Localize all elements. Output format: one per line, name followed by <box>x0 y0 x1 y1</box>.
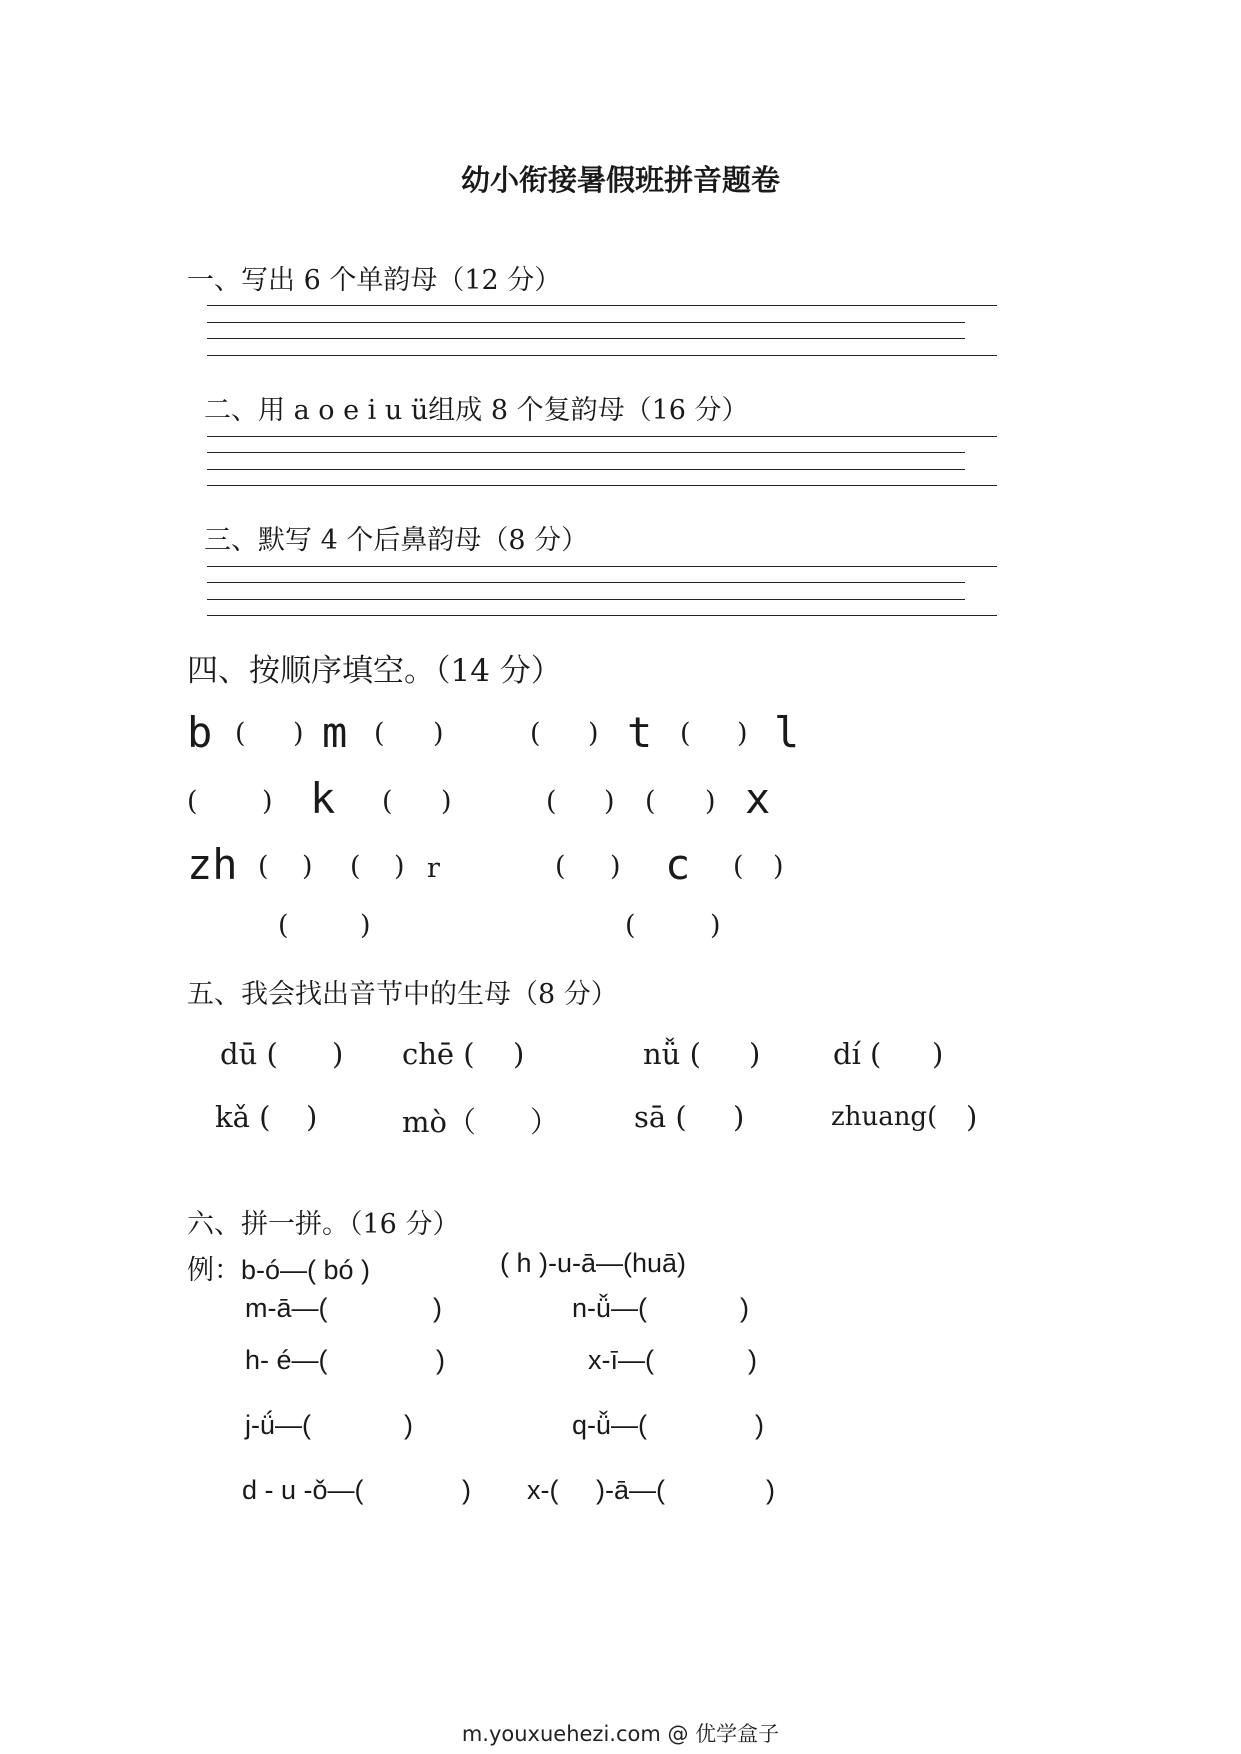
blank-close: ) <box>740 1293 749 1323</box>
sequence-letter: r <box>427 853 440 884</box>
blank-open: ( <box>733 851 744 882</box>
blank-close: ) <box>766 1475 775 1505</box>
sequence-letter: k <box>310 774 336 823</box>
blank-open: ( <box>680 718 691 749</box>
syllable: nǚ ( <box>643 1037 701 1071</box>
answer-line <box>207 582 965 583</box>
blank-close: ) <box>360 910 371 941</box>
blank-open: ( <box>555 851 566 882</box>
spell-item: x-ī—( <box>588 1345 654 1375</box>
example-item: ( h )-u-ā—(huā) <box>500 1248 687 1278</box>
blank-close: ) <box>748 1345 757 1375</box>
blank-close: ) <box>332 1037 344 1071</box>
blank-close: ) <box>610 851 621 882</box>
blank-open: ( <box>382 786 393 817</box>
blank-close: ) <box>705 786 716 817</box>
answer-line <box>207 452 965 453</box>
blank-close: ) <box>737 718 748 749</box>
answer-line <box>207 469 965 470</box>
syllable: zhuang( <box>831 1102 938 1132</box>
blank-close: ) <box>306 1100 318 1134</box>
spell-item: d - u -ǒ—( <box>242 1475 364 1505</box>
blank-close: ) <box>462 1475 471 1505</box>
syllable: chē ( <box>402 1037 475 1071</box>
blank-close: ) <box>513 1037 525 1071</box>
answer-line <box>207 485 997 486</box>
sequence-letter: c <box>665 840 691 889</box>
spell-item: x-( <box>527 1475 559 1505</box>
blank-open: ( <box>235 718 246 749</box>
blank-close: ) <box>441 786 452 817</box>
blank-close: ) <box>773 851 784 882</box>
spell-item: )-ā—( <box>596 1475 665 1505</box>
blank-open: ( <box>278 910 289 941</box>
sequence-letter: x <box>745 774 771 823</box>
spell-item: j-ǘ—( <box>245 1410 311 1440</box>
answer-line <box>207 436 997 437</box>
footer-watermark: m.youxuehezi.com @ 优学盒子 <box>461 1722 780 1746</box>
blank-close: ) <box>710 910 721 941</box>
blank-close: ) <box>755 1410 764 1440</box>
section-2-heading: 二、用 a o e i u ü组成 8 个复韵母（16 分） <box>204 395 749 426</box>
answer-line <box>207 566 997 567</box>
blank-close: ) <box>433 718 444 749</box>
blank-close: ) <box>966 1100 978 1134</box>
section-1-heading: 一、写出 6 个单韵母（12 分） <box>187 265 562 296</box>
blank-open: ( <box>625 910 636 941</box>
syllable: mò（ <box>402 1105 476 1139</box>
blank-close: ) <box>749 1037 761 1071</box>
page-title: 幼小衔接暑假班拼音题卷 <box>460 163 780 197</box>
sequence-letter: m <box>322 708 348 757</box>
answer-line <box>207 338 965 339</box>
sequence-letter: l <box>774 708 800 757</box>
blank-close: ） <box>530 1105 560 1139</box>
section-4-heading: 四、按顺序填空。（14 分） <box>187 653 562 689</box>
section-5-heading: 五、我会找出音节中的生母（8 分） <box>187 979 618 1010</box>
section-6-heading: 六、拼一拼。（16 分） <box>187 1209 460 1240</box>
answer-line <box>207 355 997 356</box>
syllable: sā ( <box>634 1100 687 1134</box>
spell-item: h- é—( <box>245 1345 328 1375</box>
blank-open: ( <box>258 851 269 882</box>
section-3-heading: 三、默写 4 个后鼻韵母（8 分） <box>204 525 589 556</box>
answer-line <box>207 322 965 323</box>
blank-open: ( <box>645 786 656 817</box>
blank-close: ) <box>293 718 304 749</box>
blank-close: ) <box>604 786 615 817</box>
blank-close: ) <box>394 851 405 882</box>
blank-open: ( <box>187 786 198 817</box>
blank-open: ( <box>350 851 361 882</box>
spell-item: n-ǚ—( <box>572 1293 648 1323</box>
sequence-letter: b <box>187 708 213 757</box>
blank-open: ( <box>374 718 385 749</box>
syllable: kǎ ( <box>215 1100 271 1134</box>
sequence-letter: t <box>627 708 653 757</box>
answer-line <box>207 305 997 306</box>
blank-close: ) <box>733 1100 745 1134</box>
syllable: dū ( <box>220 1037 278 1071</box>
example-item: 例：b-ó—( bó ) <box>187 1255 371 1285</box>
spell-item: q-ǚ—( <box>572 1410 648 1440</box>
blank-close: ) <box>932 1037 944 1071</box>
blank-close: ) <box>436 1345 445 1375</box>
spell-item: m-ā—( <box>245 1293 328 1323</box>
answer-line <box>207 615 997 616</box>
sequence-letter: zh <box>187 840 238 889</box>
blank-close: ) <box>433 1293 442 1323</box>
blank-open: ( <box>546 786 557 817</box>
blank-close: ) <box>262 786 273 817</box>
blank-close: ) <box>302 851 313 882</box>
blank-open: ( <box>530 718 541 749</box>
syllable: dí ( <box>833 1037 882 1071</box>
blank-close: ) <box>588 718 599 749</box>
answer-line <box>207 599 965 600</box>
blank-close: ) <box>404 1410 413 1440</box>
